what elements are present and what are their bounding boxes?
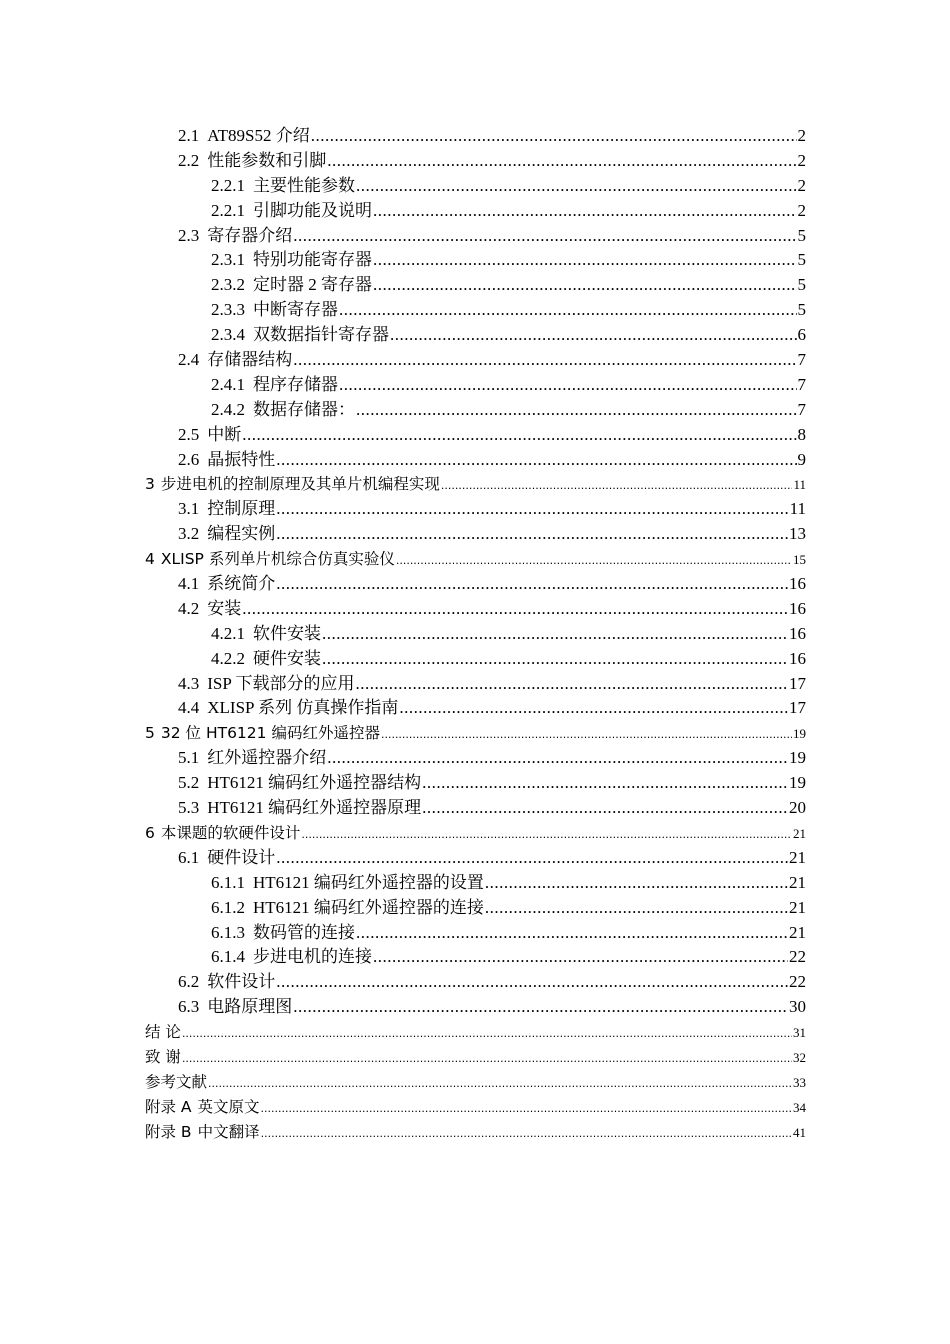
- toc-entry-page: 17: [789, 673, 806, 693]
- toc-entry-page: 21: [793, 825, 806, 841]
- toc-entry-number: 2.2.1: [211, 175, 245, 195]
- toc-entry[interactable]: [0, 1070, 806, 1095]
- toc-leader-dots: [339, 373, 797, 398]
- toc-entry-page: 5: [797, 300, 806, 320]
- toc-entry-title: 步进电机的连接: [253, 947, 372, 967]
- toc-entry-title: 步进电机的控制原理及其单片机编程实现: [160, 475, 440, 494]
- toc-entry-number: 6: [145, 823, 155, 842]
- toc-entry-number: 3.1: [178, 499, 200, 519]
- toc-entry-page: 31: [793, 1025, 806, 1041]
- toc-entry-title: 数码管的连接: [253, 922, 355, 942]
- toc-entry-page: 19: [789, 748, 806, 768]
- toc-entry-number: 4.3: [178, 673, 200, 693]
- toc-entry-title: 程序存储器: [253, 374, 338, 394]
- toc-entry-title: 硬件安装: [253, 648, 321, 668]
- toc-leader-dots: [373, 248, 797, 273]
- toc-entry-page: 34: [793, 1099, 806, 1115]
- toc-entry[interactable]: [0, 124, 806, 149]
- toc-entry-number: 4.1: [178, 574, 200, 594]
- toc-entry[interactable]: [0, 871, 806, 896]
- toc-entry-title: 晶振特性: [207, 449, 276, 469]
- toc-leader-dots: [485, 871, 788, 896]
- toc-entry-page: 33: [793, 1074, 806, 1090]
- toc-entry-page: 11: [793, 477, 806, 493]
- toc-leader-dots: [276, 846, 788, 871]
- toc-leader-dots: [293, 995, 788, 1020]
- toc-leader-dots: [261, 1122, 792, 1147]
- toc-entry-title: 特别功能寄存器: [253, 250, 372, 270]
- toc-entry-page: 7: [797, 399, 806, 419]
- toc-leader-dots: [356, 921, 788, 946]
- toc-entry-title: 安装: [207, 598, 242, 618]
- toc-entry-number: 6.1: [178, 847, 200, 867]
- toc-leader-dots: [396, 549, 792, 574]
- toc-entry[interactable]: [0, 572, 806, 597]
- toc-entry-page: 7: [797, 374, 806, 394]
- toc-entry-number: 2.5: [178, 424, 200, 444]
- toc-entry[interactable]: [0, 771, 806, 796]
- toc-entry-page: 8: [797, 424, 806, 444]
- toc-entry-number: 2.4.2: [211, 399, 245, 419]
- toc-entry-title: 控制原理: [207, 499, 276, 519]
- toc-leader-dots: [182, 1047, 792, 1072]
- toc-entry-number: 6.1.4: [211, 947, 245, 967]
- toc-entry-number: 6.1.3: [211, 922, 245, 942]
- toc-entry[interactable]: [0, 746, 806, 771]
- toc-entry[interactable]: [0, 796, 806, 821]
- toc-entry[interactable]: [0, 721, 806, 746]
- toc-entry-number: 2.2: [178, 150, 200, 170]
- toc-leader-dots: [327, 746, 788, 771]
- toc-entry-number: 4.2: [178, 598, 200, 618]
- toc-entry[interactable]: [0, 597, 806, 622]
- toc-entry-title: 软件设计: [207, 972, 276, 992]
- toc-leader-dots: [182, 1022, 792, 1047]
- toc-entry-page: 21: [789, 897, 806, 917]
- toc-leader-dots: [441, 474, 793, 499]
- toc-entry-title: 主要性能参数: [253, 175, 355, 195]
- toc-entry[interactable]: [0, 696, 806, 721]
- toc-entry[interactable]: [0, 423, 806, 448]
- toc-entry-title: 寄存器介绍: [207, 225, 293, 245]
- toc-leader-dots: [373, 945, 788, 970]
- toc-entry-number: 6.3: [178, 997, 200, 1017]
- toc-entry[interactable]: [0, 373, 806, 398]
- toc-entry-title: 红外遥控器介绍: [207, 748, 327, 768]
- toc-entry-title: 致 谢: [145, 1047, 181, 1066]
- toc-entry[interactable]: [0, 1045, 806, 1070]
- toc-leader-dots: [327, 149, 796, 174]
- toc-entry[interactable]: [0, 995, 806, 1020]
- toc-entry-title: 参考文献: [145, 1072, 208, 1091]
- toc-entry-page: 5: [797, 275, 806, 295]
- toc-entry-page: 13: [789, 524, 806, 544]
- toc-entry-title: HT6121 编码红外遥控器原理: [207, 798, 422, 818]
- toc-entry-number: 4.4: [178, 698, 200, 718]
- toc-entry-page: 19: [793, 726, 806, 742]
- toc-leader-dots: [276, 572, 788, 597]
- toc-entry-page: 32: [793, 1049, 806, 1065]
- toc-leader-dots: [276, 522, 788, 547]
- toc-entry[interactable]: [0, 1120, 806, 1145]
- toc-entry[interactable]: [0, 921, 806, 946]
- toc-entry-title: 引脚功能及说明: [253, 200, 372, 220]
- toc-entry-page: 41: [793, 1124, 806, 1140]
- table-of-contents: [0, 124, 950, 1145]
- toc-entry[interactable]: [0, 522, 806, 547]
- toc-entry[interactable]: [0, 622, 806, 647]
- toc-leader-dots: [422, 796, 788, 821]
- toc-entry-page: 6: [797, 325, 806, 345]
- toc-entry[interactable]: [0, 497, 806, 522]
- toc-entry-page: 5: [797, 250, 806, 270]
- toc-entry[interactable]: [0, 448, 806, 473]
- toc-entry-page: 21: [789, 847, 806, 867]
- toc-entry[interactable]: [0, 821, 806, 846]
- toc-entry[interactable]: [0, 945, 806, 970]
- toc-entry-number: 5.2: [178, 773, 200, 793]
- toc-entry[interactable]: [0, 273, 806, 298]
- toc-entry-number: 2.3: [178, 225, 200, 245]
- toc-leader-dots: [381, 723, 792, 748]
- toc-leader-dots: [390, 323, 797, 348]
- toc-leader-dots: [311, 124, 797, 149]
- toc-entry[interactable]: [0, 298, 806, 323]
- toc-entry-title: HT6121 编码红外遥控器的设置: [253, 872, 484, 892]
- toc-entry-title: 32 位 HT6121 编码红外遥控器: [160, 724, 380, 743]
- toc-entry-number: 4.2.2: [211, 648, 245, 668]
- toc-entry-page: 16: [789, 574, 806, 594]
- toc-entry-title: 双数据指针寄存器: [253, 325, 389, 345]
- toc-leader-dots: [322, 647, 788, 672]
- toc-entry-page: 2: [797, 200, 806, 220]
- toc-entry-number: 3: [145, 475, 155, 494]
- toc-entry-number: 2.2.1: [211, 200, 245, 220]
- toc-entry[interactable]: [0, 248, 806, 273]
- toc-entry-page: 2: [797, 175, 806, 195]
- toc-leader-dots: [301, 823, 792, 848]
- toc-entry[interactable]: [0, 1095, 806, 1120]
- toc-leader-dots: [339, 298, 797, 323]
- toc-entry-number: 6.2: [178, 972, 200, 992]
- toc-entry-title: 存储器结构: [207, 350, 293, 370]
- toc-entry-page: 16: [789, 598, 806, 618]
- toc-leader-dots: [422, 771, 788, 796]
- toc-entry-page: 5: [797, 225, 806, 245]
- toc-leader-dots: [373, 273, 797, 298]
- toc-entry-page: 2: [797, 126, 806, 145]
- toc-entry[interactable]: [0, 896, 806, 921]
- toc-entry-title: 英文原文: [197, 1097, 260, 1116]
- toc-leader-dots: [293, 348, 796, 373]
- toc-leader-dots: [356, 174, 797, 199]
- toc-entry-title: 本课题的软硬件设计: [160, 823, 301, 842]
- toc-entry[interactable]: [0, 149, 806, 174]
- toc-leader-dots: [356, 398, 797, 423]
- toc-entry-title: 中文翻译: [197, 1122, 260, 1141]
- toc-entry-page: 9: [797, 449, 806, 469]
- toc-entry[interactable]: [0, 199, 806, 224]
- toc-entry-page: 20: [789, 798, 806, 818]
- toc-entry-title: 数据存储器：: [253, 399, 355, 419]
- toc-entry-title: AT89S52 介绍: [207, 126, 310, 145]
- toc-entry-page: 11: [789, 499, 806, 519]
- toc-entry-title: 系统简介: [207, 574, 276, 594]
- toc-entry[interactable]: [0, 647, 806, 672]
- toc-entry-page: 2: [797, 150, 806, 170]
- toc-entry[interactable]: [0, 472, 806, 497]
- toc-entry[interactable]: [0, 672, 806, 697]
- toc-entry-page: 19: [789, 773, 806, 793]
- toc-entry-number: 2.3.4: [211, 325, 245, 345]
- toc-entry-title: XLISP 系列 仿真操作指南: [207, 698, 399, 718]
- toc-entry-title: 编程实例: [207, 524, 276, 544]
- toc-entry-page: 22: [789, 972, 806, 992]
- toc-entry-page: 16: [789, 623, 806, 643]
- toc-entry-title: HT6121 编码红外遥控器的连接: [253, 897, 484, 917]
- toc-leader-dots: [373, 199, 797, 224]
- toc-leader-dots: [293, 224, 796, 249]
- toc-leader-dots: [276, 497, 788, 522]
- toc-entry-page: 17: [789, 698, 806, 718]
- toc-entry-title: 定时器 2 寄存器: [253, 275, 372, 295]
- toc-entry[interactable]: [0, 846, 806, 871]
- toc-leader-dots: [261, 1097, 792, 1122]
- toc-entry-number: 2.3.3: [211, 300, 245, 320]
- toc-entry-number: 4.2.1: [211, 623, 245, 643]
- toc-entry-number: 4: [145, 550, 155, 569]
- toc-entry-number: 2.4.1: [211, 374, 245, 394]
- toc-entry-page: 30: [789, 997, 806, 1017]
- toc-leader-dots: [322, 622, 788, 647]
- toc-leader-dots: [276, 970, 788, 995]
- toc-leader-dots: [208, 1072, 792, 1097]
- toc-entry-page: 15: [793, 552, 806, 568]
- toc-entry-page: 16: [789, 648, 806, 668]
- toc-entry[interactable]: [0, 970, 806, 995]
- toc-entry-number: 附录 B: [145, 1122, 192, 1141]
- toc-entry[interactable]: [0, 547, 806, 572]
- toc-entry-number: 2.1: [178, 126, 200, 145]
- toc-entry-number: 5.1: [178, 748, 200, 768]
- toc-entry-page: 22: [789, 947, 806, 967]
- toc-entry-title: 电路原理图: [207, 997, 293, 1017]
- toc-leader-dots: [399, 696, 788, 721]
- toc-entry-title: 结 论: [145, 1023, 181, 1042]
- toc-entry-number: 2.3.1: [211, 250, 245, 270]
- toc-entry-title: 性能参数和引脚: [207, 150, 327, 170]
- toc-leader-dots: [242, 597, 788, 622]
- toc-entry-number: 3.2: [178, 524, 200, 544]
- toc-leader-dots: [355, 672, 788, 697]
- toc-entry[interactable]: [0, 224, 806, 249]
- toc-entry-number: 6.1.2: [211, 897, 245, 917]
- toc-entry-number: 2.3.2: [211, 275, 245, 295]
- toc-entry-page: 21: [789, 872, 806, 892]
- toc-entry-number: 5.3: [178, 798, 200, 818]
- toc-leader-dots: [242, 423, 796, 448]
- toc-entry-number: 2.4: [178, 350, 200, 370]
- toc-entry[interactable]: [0, 398, 806, 423]
- toc-entry-title: 硬件设计: [207, 847, 276, 867]
- toc-entry[interactable]: [0, 348, 806, 373]
- toc-entry-title: 中断寄存器: [253, 300, 338, 320]
- toc-entry[interactable]: [0, 174, 806, 199]
- toc-leader-dots: [485, 896, 788, 921]
- toc-entry-page: 7: [797, 350, 806, 370]
- toc-entry-page: 21: [789, 922, 806, 942]
- toc-entry-number: 6.1.1: [211, 872, 245, 892]
- toc-entry-title: 软件安装: [253, 623, 321, 643]
- toc-entry-number: 附录 A: [145, 1097, 192, 1116]
- toc-entry[interactable]: [0, 1020, 806, 1045]
- toc-entry-number: 5: [145, 724, 155, 743]
- toc-entry-title: XLISP 系列单片机综合仿真实验仪: [160, 550, 395, 569]
- toc-entry-title: HT6121 编码红外遥控器结构: [207, 773, 422, 793]
- toc-entry-number: 2.6: [178, 449, 200, 469]
- toc-entry-title: ISP 下载部分的应用: [207, 673, 355, 693]
- toc-entry[interactable]: [0, 323, 806, 348]
- toc-entry-title: 中断: [207, 424, 242, 444]
- toc-leader-dots: [276, 448, 796, 473]
